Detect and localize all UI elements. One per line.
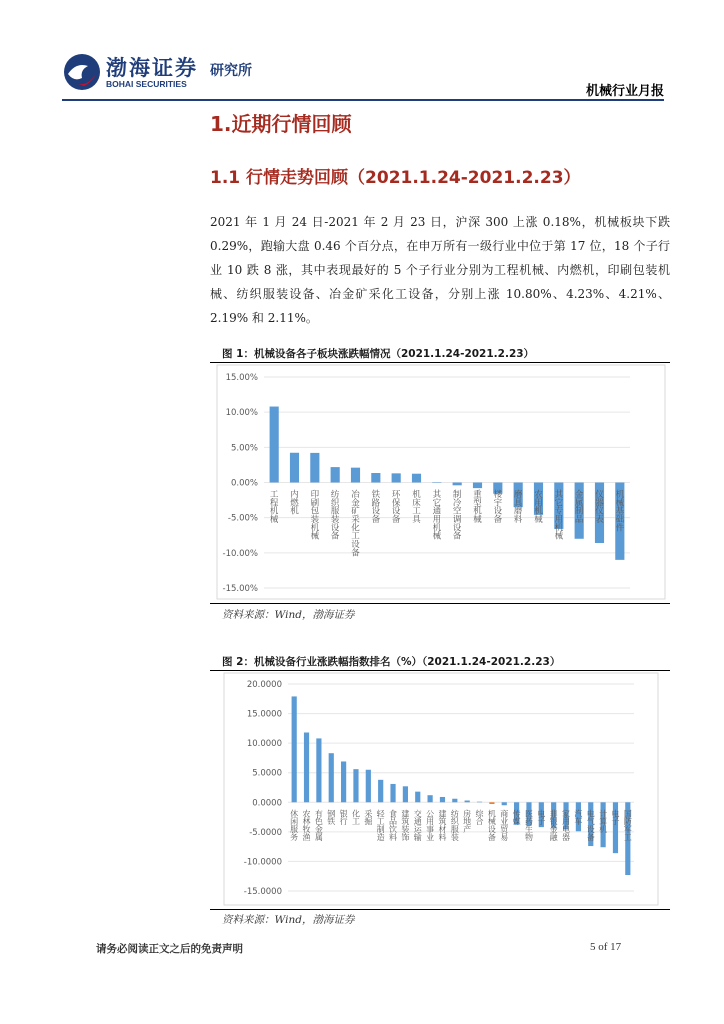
x-category-label: 内燃机 [290,490,299,517]
bar [292,696,297,802]
bar [366,770,371,803]
page-number: 5 of 17 [590,941,622,953]
bar [465,801,470,803]
x-category-label: 电子 [537,809,546,827]
bar [390,784,395,802]
x-category-label: 纺织服装设备 [330,490,340,542]
x-category-label: 建筑材料 [438,809,447,842]
bar [477,802,482,803]
y-tick-label: -5.00% [227,513,258,524]
x-category-label: 国防军工 [623,809,632,842]
x-category-label: 农用机械 [534,490,543,525]
bar [331,467,340,482]
y-tick-label: 20.0000 [246,680,282,690]
y-tick-label: -5.0000 [249,827,282,838]
logo-english-name: BOHAI SECURITIES [106,79,187,89]
paragraph-text: 2021 年 1 月 24 日-2021 年 2 月 23 日，沪深 300 上涨 0.18%，机械板块下跌 0.29%，跑输大盘 0.46 个百分点，在申万所有一级行业中位于第 17 位，18 个子行业 10 跌 8 涨，其中表现最好的 5 个子行业分别为工程机械、内燃机，印刷包装机械、纺织服装设备、冶金矿采化工设备，分别上涨 10.80%、4.23%、4.21%、2.19% 和 2.11%。 [210,215,670,325]
x-category-label: 化工 [351,809,360,827]
bar [290,453,299,483]
x-category-label: 工程机械 [269,490,279,525]
x-category-label: 磨具磨料 [513,490,523,525]
x-category-label: 电气设备 [586,809,595,842]
y-tick-label: 15.0000 [246,709,282,720]
bar [412,474,421,483]
y-tick-label: 0.00% [230,478,258,489]
x-category-label: 农林牧渔 [302,809,311,842]
bar [489,802,494,804]
y-tick-label: -10.0000 [243,857,282,868]
x-category-label: 建筑装饰 [401,809,410,842]
x-category-label: 金属制品 [574,490,584,525]
figure2-bottom-rule [210,909,670,910]
section-heading: 1.近期行情回顾 [210,112,352,136]
bar [428,795,433,802]
y-tick-label: -10.00% [222,548,258,559]
x-category-label: 机床工具 [412,490,421,525]
x-category-label: 银行 [339,809,348,827]
x-category-label: 房地产 [463,809,472,834]
x-category-label: 楼宇设备 [493,490,503,525]
bar [371,473,380,482]
figure2-source: 资料来源：Wind，渤海证券 [222,914,355,926]
x-category-label: 采掘 [364,809,373,827]
x-category-label: 综合 [475,809,484,827]
x-category-label: 商业贸易 [500,809,509,842]
figure1-chart-svg [216,364,666,602]
x-category-label: 医药生物 [524,809,533,842]
figure1-top-rule [210,362,670,363]
bar [310,453,319,483]
bar [316,738,321,802]
x-category-label: 传媒 [512,809,521,827]
x-category-label: 交通运输 [413,809,422,842]
x-category-label: 环保设备 [391,490,401,525]
bar [502,802,507,805]
figure1-chart [216,364,666,602]
x-category-label: 公用事业 [426,809,435,842]
y-tick-label: 5.0000 [252,768,282,779]
x-category-label: 汽车 [574,809,583,827]
bar [304,732,309,802]
x-category-label: 机械设备 [487,809,496,842]
bar [403,786,408,802]
y-tick-label: 0.0000 [252,798,282,809]
figure1-title: 图 1：机械设备各子板块涨跌幅情况（2021.1.24-2021.2.23） [222,348,535,360]
x-category-label: 轻工制造 [376,809,385,842]
bar [415,792,420,803]
bar [392,473,401,482]
x-category-label: 印刷包装机械 [310,490,320,542]
bar [473,483,482,489]
report-type: 机械行业月报 [585,84,664,99]
company-logo [62,50,252,100]
y-tick-label: 10.00% [225,408,258,419]
x-category-label: 食品饮料 [389,809,398,842]
x-category-label: 电子 [611,809,620,827]
figure2-chart-svg [216,672,666,908]
x-category-label: 纺织服装 [450,809,459,842]
institute-label: 研究所 [210,63,252,79]
y-tick-label: 15.00% [225,373,258,383]
bar [351,468,360,483]
x-category-label: 冶金矿采化工设备 [351,490,360,559]
subsection-heading: 1.1 行情走势回顾（2021.1.24-2021.2.23） [210,168,581,188]
footer-disclaimer: 请务必阅读正文之后的免责声明 [96,943,243,955]
y-tick-label: -15.0000 [243,887,282,897]
x-category-label: 制冷空调设备 [452,490,462,542]
x-category-label: 钢铁 [327,809,336,827]
logo-chinese-name: 渤海证券 [106,55,198,80]
x-category-label: 家用电器 [562,809,571,842]
y-tick-label: 5.00% [230,443,258,454]
figure2-title: 图 2：机械设备行业涨跌幅指数排名（%）（2021.1.24-2021.2.23） [222,656,561,668]
x-category-label: 仪器仪表 [595,490,604,525]
figure1-bottom-rule [210,603,670,604]
bar [353,769,358,802]
bar [452,799,457,803]
figure2-top-rule [210,670,670,671]
x-category-label: 非银金融 [549,809,558,842]
bar [329,753,334,802]
x-category-label: 机械基础件 [615,490,625,534]
bar [440,797,445,802]
chart-frame [224,673,658,905]
header-divider [62,99,664,101]
x-category-label: 重型机械 [473,490,482,525]
figure1-source: 资料来源：Wind，渤海证券 [222,609,355,621]
x-category-label: 铁路设备 [371,490,381,525]
y-tick-label: 10.0000 [246,739,282,750]
x-category-label: 其它专用机械 [554,490,564,542]
bar [432,482,441,483]
bar [270,407,279,483]
y-tick-label: -15.00% [222,584,258,594]
x-category-label: 休闲服务 [290,809,299,842]
figure2-chart [216,672,666,908]
bar [378,780,383,802]
x-category-label: 有色金属 [314,809,323,842]
body-paragraph [210,210,670,330]
x-category-label: 计算机 [599,809,608,834]
x-category-label: 其它通用机械 [432,490,442,542]
bohai-logo-icon [62,52,102,92]
bar [453,483,462,486]
bar [341,761,346,802]
